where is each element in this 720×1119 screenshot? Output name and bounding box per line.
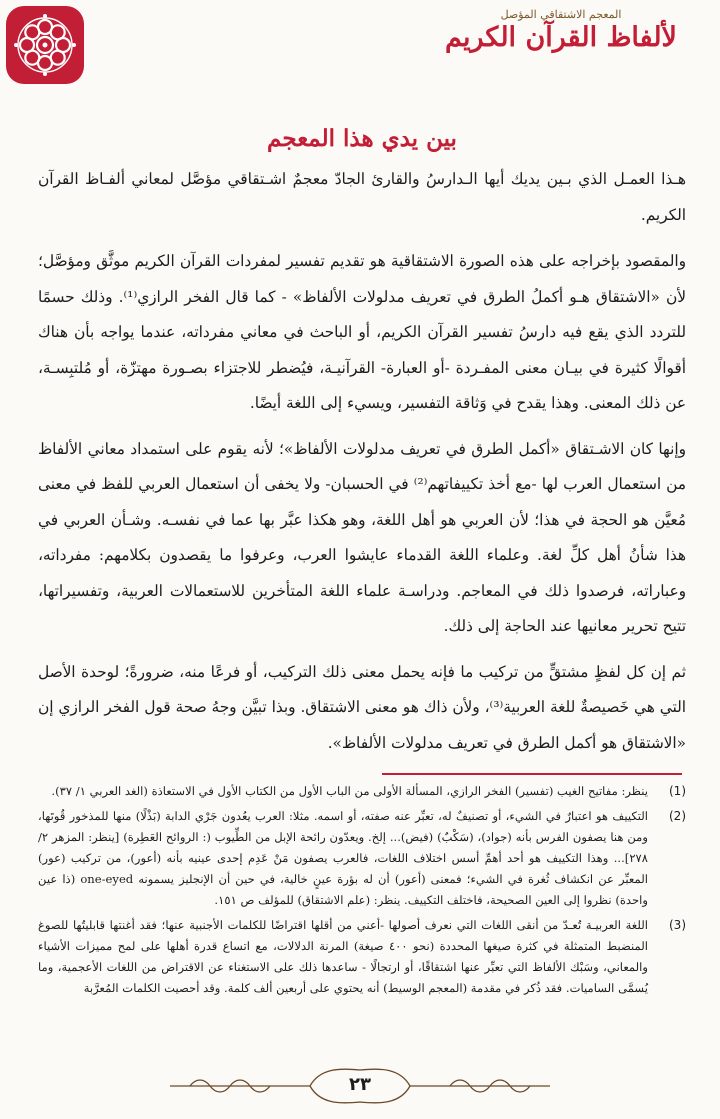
page-number: ٢٣ xyxy=(349,1074,371,1095)
paragraph: وإنها كان الاشـتقاق «أكمل الطرق في تعريف مدلولات الألفاظ»؛ لأنه يقوم على استمداد معاني الألفاظ من استعمال العرب لها -مع أخذ تكييفاتهم⁽²⁾ في الحسبان- ولا يخفى أن استعمال العربي للفظ في معنى مُعيَّن هو الحجة في هذا؛ لأن العربي هو أهل اللغة، وهو هكذا عبَّر بها عما في نفسـه. وشـأن العربي في هذا شأنُ أهل كلِّ لغة. وعلماء اللغة القدماء عايشوا العرب، وعرفوا ما يقصدون بكلامهم: مفرداته، وعباراته، فرصدوا ذلك في المعاجم. ودراسـة علماء اللغة المتأخرين للاستعمالات العربية، وتفسيراتها، تتيح تحرير معانيها عند الحاجة إلى ذلك. xyxy=(38,439,686,635)
footnote-number: (1) xyxy=(668,784,686,798)
paragraph: هـذا العمـل الذي بـين يديك أيها الـدارسُ والقارئ الجادّ معجمٌ اشـتقاقي مؤصَّل لمعاني ألفـاظ القرآن الكريم. xyxy=(38,170,686,224)
footnote-text: التكييف هو اعتبارٌ في الشيء، أو تصنيفٌ له، تعبِّر عنه صفته، أو اسمه. مثلا: العرب يعُدون جَرْي الدابة (بَذْلًا) منها للمذخور قُوتَها، ومن هنا يصفون الفرس بأنه (جواد)، (سَكْبٌ) (فيض)... إلخ. ويعدّون رائحة الإبل من الطِّيوب (: الروائح العَطِرة) [ينظر: المزهر ٢/ ٢٧٨]... وهذا التكييف هو أحد أهمِّ أسس اختلاف اللغات، فالعرب يصفون مَنْ عَدِم إحدى عينيه بأنه (أعور)، من تركيب (عور) المعبِّر عن انكشاف ثُغرة في الشيء؛ فمعنى (أعور) أن له بؤرة عينٍ خالية، في حين أن الإنجليز يسمونه one-eyed (ذا عين واحدة) نظروا إلى العين الصحيحة، فاختلف التكييف. ينظر: (علم الاشتقاق) للمؤلف ص ١٥١. xyxy=(38,809,648,907)
footnote-text: اللغة العربيـة تُعـدّ من أنقى اللغات التي نعرف أصولها -أعني من أقلها اقتراضًا للكلمات الأجنبية عنها؛ فقد أغنتها قابليتُها للصوغ المنضبط المتمثلة في كثرة صيغها المحددة (نحو ٤٠٠ صيغة) المرنة الدلالات، مع اتساع قدرة أهلها على لمح مميزات الأشياء والمعاني، وسَبْك الألفاظ التي تعبِّر عنها اشتقاقًا، أو ارتجالًا - ساعدها ذلك على الاستغناء عن الاقتراض من اللغات الأعجمية، وما يُسمَّى الساميات. فقد ذُكر في مقدمة (المعجم الوسيط) أنه يحتوي على أربعين ألف كلمة. وقد أحصيت الكلمات المُعرَّبة xyxy=(38,918,648,995)
page-header xyxy=(0,0,720,105)
book-title: لألفاظ القرآن الكريم xyxy=(445,22,677,53)
main-text xyxy=(38,125,686,771)
footnote-divider xyxy=(382,773,682,775)
book-brand xyxy=(436,8,686,53)
footnote-number: (2) xyxy=(668,809,686,823)
book-subtitle: المعجم الاشتقاقي المؤصل xyxy=(500,8,622,21)
page-footer xyxy=(0,1064,720,1108)
footnote xyxy=(38,806,686,911)
footnotes xyxy=(38,781,686,1003)
paragraph: والمقصود بإخراجه على هذه الصورة الاشتقاقية هو تقديم تفسير لمفردات القرآن الكريم موثَّق ومؤصَّل؛ لأن «الاشتقاق هـو أكملُ الطرق في تعريف مدلولات الألفاظ» - كما قال الفخر الرازي⁽¹⁾. وذلك حسمًا للتردد الذي يقع فيه دارسُ تفسير القرآن الكريم، أو الباحث في معاني مفرداته، عندما يواجه بأن هناك أقوالًا كثيرة في بيـان معنى المفـردة -أو العبارة- القرآنيـة، فيُضطر للاجتزاء بصـورة مهتزّة، أو مُلتبِسـة، عن ذلك المعنى. وهذا يقدح في وَثاقة التفسير، ويسيء إلى اللغة أيضًا. xyxy=(38,252,687,412)
footnote xyxy=(38,915,686,999)
footnote xyxy=(38,781,686,802)
paragraph: ثم إن كل لفظٍ مشتقٍّ من تركيب ما فإنه يحمل معنى ذلك التركيب، أو فرعًا منه، ضرورةً؛ لوحدة الأصل التي هي خَصيصةٌ للغة العربية⁽³⁾، ولأن ذاك هو معنى الاشتقاق. وبذا تبيَّن وجهُ صحة قول الفخر الرازي إن «الاشتقاق هو أكمل الطرق في تعريف مدلولات الألفاظ». xyxy=(38,662,686,752)
section-title: بين يدي هذا المعجم xyxy=(267,125,457,152)
arabesque-emblem-icon xyxy=(6,6,84,84)
footnote-number: (3) xyxy=(668,918,686,932)
footnote-text: ينظر: مفاتيح الغيب (تفسير) الفخر الرازي، المسألة الأولى من الباب الأول من الكتاب الأول في الاستعاذة (الغد العربي ١/ ٣٧). xyxy=(51,784,648,798)
